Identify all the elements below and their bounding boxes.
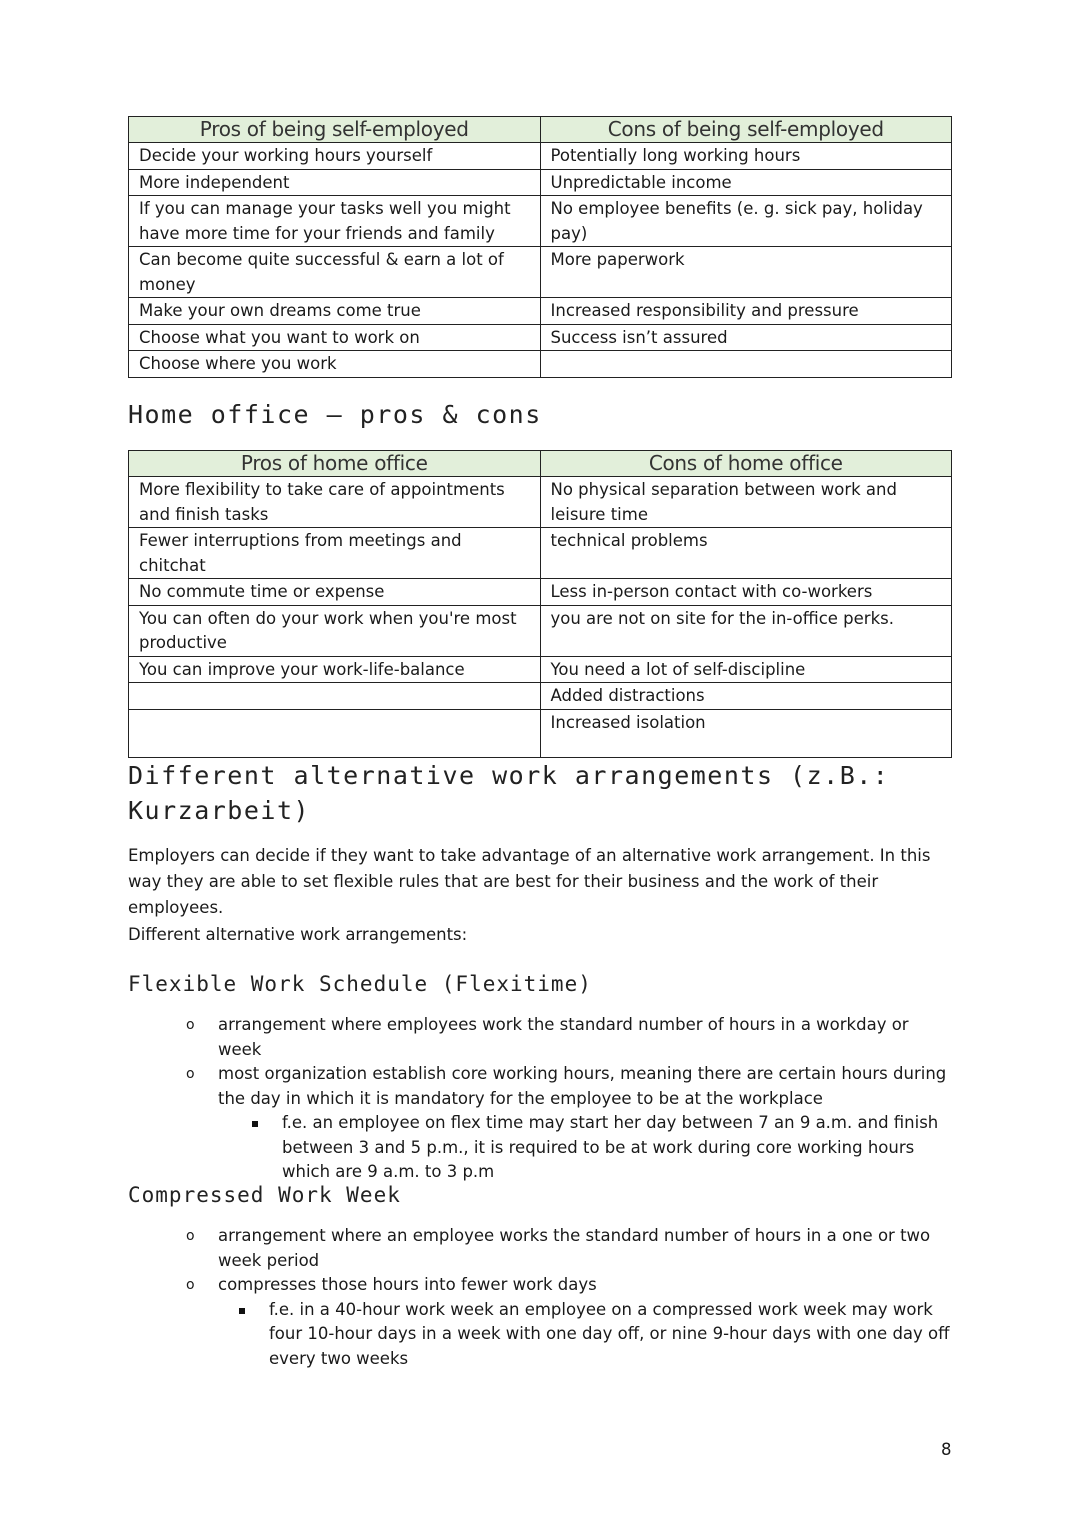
- heading-compressed-work-week: Compressed Work Week: [128, 1183, 401, 1207]
- pro-cell: Fewer interruptions from meetings and chitchat: [129, 528, 541, 579]
- table-row: [129, 656, 952, 683]
- con-cell: No employee benefits (e. g. sick pay, holiday pay): [540, 196, 952, 247]
- list-item: o arrangement where an employee works the standard number of hours in a one or two week period: [186, 1224, 956, 1273]
- pro-cell: If you can manage your tasks well you might have more time for your friends and family: [129, 196, 541, 247]
- table-row: [129, 169, 952, 196]
- con-cell: technical problems: [540, 528, 952, 579]
- table-row: [129, 324, 952, 351]
- con-cell: Increased responsibility and pressure: [540, 298, 952, 325]
- table-row: [129, 298, 952, 325]
- pro-cell: [129, 683, 541, 710]
- con-cell: [540, 351, 952, 378]
- table-row: [129, 605, 952, 656]
- con-cell: Success isn’t assured: [540, 324, 952, 351]
- pro-cell: Can become quite successful & earn a lot of money: [129, 247, 541, 298]
- con-cell: Increased isolation: [540, 709, 952, 757]
- list-item: [186, 1062, 956, 1185]
- header-pros-home-office: Pros of home office: [129, 451, 541, 477]
- table-row: [129, 528, 952, 579]
- sub-list: [205, 1298, 956, 1372]
- table-row: [129, 196, 952, 247]
- heading-alternative-line2: Kurzarbeit): [128, 796, 311, 825]
- con-cell: No physical separation between work and leisure time: [540, 477, 952, 528]
- list-item-text: compresses those hours into fewer work days: [218, 1275, 597, 1294]
- con-cell: You need a lot of self-discipline: [540, 656, 952, 683]
- con-cell: Added distractions: [540, 683, 952, 710]
- con-cell: Potentially long working hours: [540, 143, 952, 170]
- pro-cell: More independent: [129, 169, 541, 196]
- pro-cell: [129, 709, 541, 757]
- con-cell: Unpredictable income: [540, 169, 952, 196]
- table-row: [129, 683, 952, 710]
- pro-cell: You can often do your work when you're most productive: [129, 605, 541, 656]
- compressed-list: [186, 1224, 956, 1371]
- table-row: [129, 477, 952, 528]
- self-employed-table: [128, 116, 952, 378]
- sub-list-item: f.e. in a 40-hour work week an employee on a compressed work week may work four 10-hour days in a week with one day off, or nine 9-hour days with one day off every two weeks: [205, 1298, 956, 1372]
- heading-alternative-line1: Different alternative work arrangements (z.B.:: [128, 761, 890, 790]
- table-row: [129, 579, 952, 606]
- table-row: [129, 351, 952, 378]
- table-row: [129, 247, 952, 298]
- sub-list-item: f.e. an employee on flex time may start her day between 7 an 9 a.m. and finish between 3 and 5 p.m., it is required to be at work during core working hours which are 9 a.m. to 3 p.m: [218, 1111, 956, 1185]
- header-pros-self-employed: Pros of being self-employed: [129, 117, 541, 143]
- table-row: [129, 709, 952, 757]
- home-office-table: [128, 450, 952, 758]
- pro-cell: Make your own dreams come true: [129, 298, 541, 325]
- pro-cell: More flexibility to take care of appointments and finish tasks: [129, 477, 541, 528]
- page-number: 8: [941, 1440, 952, 1459]
- heading-alternative-arrangements: [128, 758, 889, 828]
- list-item-text: most organization establish core working hours, meaning there are certain hours during the day in which it is mandatory for the employee to be at the workplace: [218, 1064, 947, 1108]
- pro-cell: You can improve your work-life-balance: [129, 656, 541, 683]
- flexitime-list: [186, 1013, 956, 1185]
- list-intro: Different alternative work arrangements:: [128, 925, 468, 944]
- pro-cell: No commute time or expense: [129, 579, 541, 606]
- heading-home-office: Home office – pros & cons: [128, 400, 542, 429]
- list-item: o arrangement where employees work the standard number of hours in a workday or week: [186, 1013, 956, 1062]
- heading-flexitime: Flexible Work Schedule (Flexitime): [128, 972, 592, 996]
- con-cell: you are not on site for the in-office perks.: [540, 605, 952, 656]
- pro-cell: Choose where you work: [129, 351, 541, 378]
- pro-cell: Choose what you want to work on: [129, 324, 541, 351]
- pro-cell: Decide your working hours yourself: [129, 143, 541, 170]
- table-row: [129, 143, 952, 170]
- list-item: [186, 1273, 956, 1371]
- header-cons-self-employed: Cons of being self-employed: [540, 117, 952, 143]
- con-cell: Less in-person contact with co-workers: [540, 579, 952, 606]
- sub-list: [218, 1111, 956, 1185]
- header-cons-home-office: Cons of home office: [540, 451, 952, 477]
- intro-paragraph: Employers can decide if they want to take advantage of an alternative work arrangement. In this way they are able to set flexible rules that are best for their business and the work of their employees.: [128, 846, 931, 917]
- con-cell: More paperwork: [540, 247, 952, 298]
